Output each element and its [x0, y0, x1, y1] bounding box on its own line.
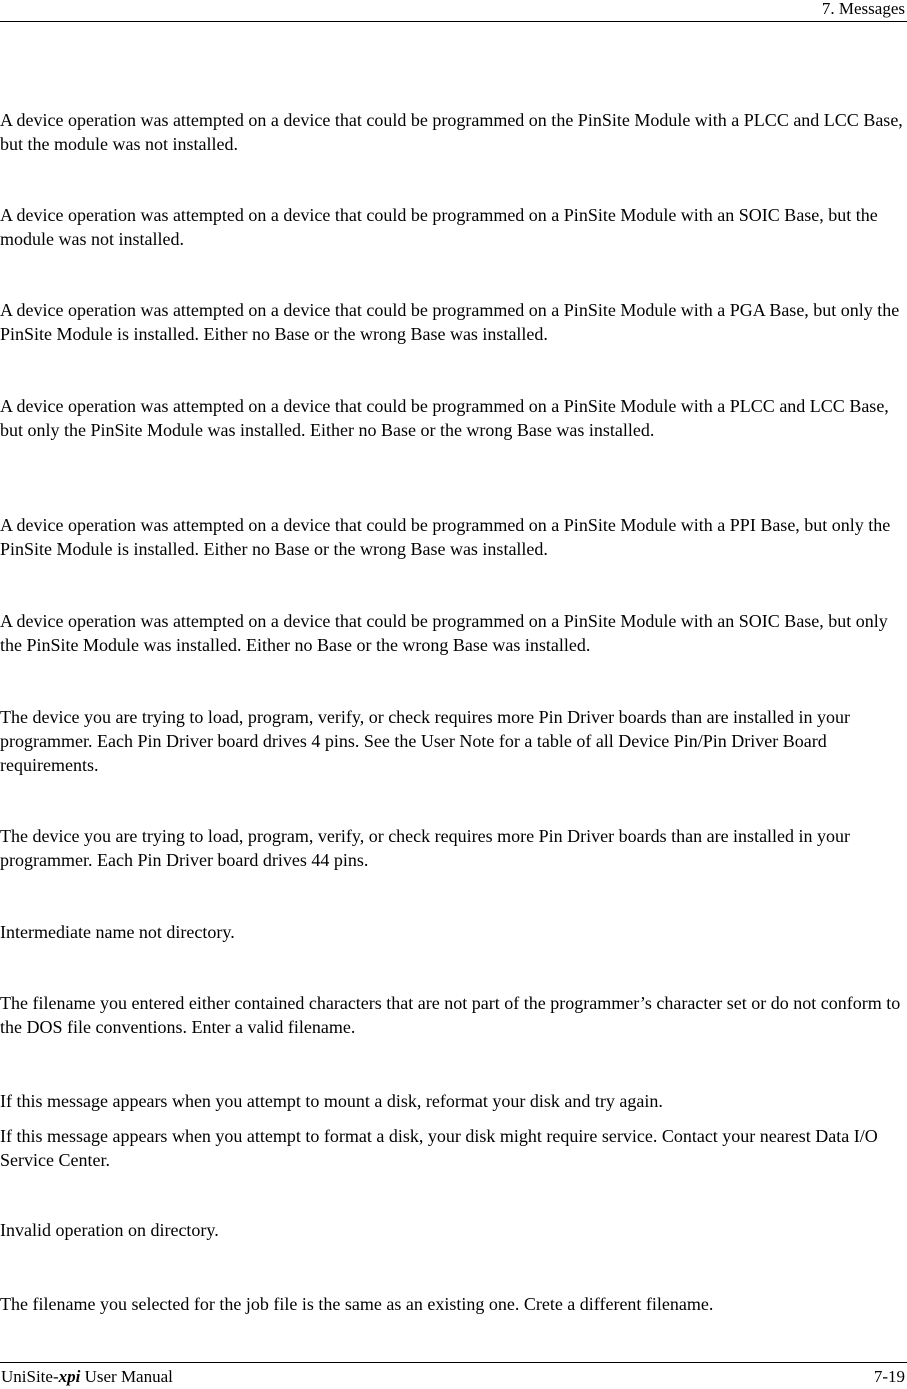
manual-title: UniSite-xpi User Manual [1, 1367, 173, 1386]
section-title: 7. Messages [821, 0, 905, 18]
message-text: If this message appears when you attempt to mount a disk, reformat your disk and try again. [0, 1091, 663, 1111]
page-number: 7-19 [873, 1367, 905, 1386]
message-text: A device operation was attempted on a device that could be programmed on a PinSite Module with a PPI Base, but only the PinSite Module is installed. Either no Base or the wrong Base was installed. [0, 515, 891, 559]
message-text: The filename you entered either contained characters that are not part of the programmer’s character set or do not conform to the DOS file conventions. Enter a valid filename. [0, 993, 901, 1037]
message-text: A device operation was attempted on a device that could be programmed on the PinSite Module with a PLCC and LCC Base, but the module was not installed. [0, 110, 903, 154]
message-text: A device operation was attempted on a device that could be programmed on a PinSite Module with an SOIC Base, but only the PinSite Module was installed. Either no Base or the wrong Base was installed. [0, 611, 888, 655]
message-text: Intermediate name not directory. [0, 922, 235, 942]
message-text: A device operation was attempted on a device that could be programmed on a PinSite Module with a PLCC and LCC Base, but only the PinSite Module was installed. Either no Base or the wrong Base was installed. [0, 396, 889, 440]
message-text: A device operation was attempted on a device that could be programmed on a PinSite Module with an SOIC Base, but the module was not installed. [0, 205, 878, 249]
message-text: The device you are trying to load, program, verify, or check requires more Pin Driver boards than are installed in your programmer. Each Pin Driver board drives 44 pins. [0, 826, 851, 870]
message-text: The filename you selected for the job file is the same as an existing one. Crete a different filename. [0, 1294, 714, 1314]
message-text: If this message appears when you attempt to format a disk, your disk might require service. Contact your nearest Data I/O Service Center. [0, 1126, 878, 1170]
message-text: A device operation was attempted on a device that could be programmed on a PinSite Module with a PGA Base, but only the PinSite Module is installed. Either no Base or the wrong Base was installed. [0, 300, 900, 344]
page-footer [0, 1362, 907, 1389]
message-text: Invalid operation on directory. [0, 1220, 219, 1240]
message-text: The device you are trying to load, program, verify, or check requires more Pin Driver boards than are installed in your programmer. Each Pin Driver board drives 4 pins. See the User Note for a table of all Device Pin/Pin Driver Board requirements. [0, 707, 851, 775]
page-header [0, 0, 907, 22]
